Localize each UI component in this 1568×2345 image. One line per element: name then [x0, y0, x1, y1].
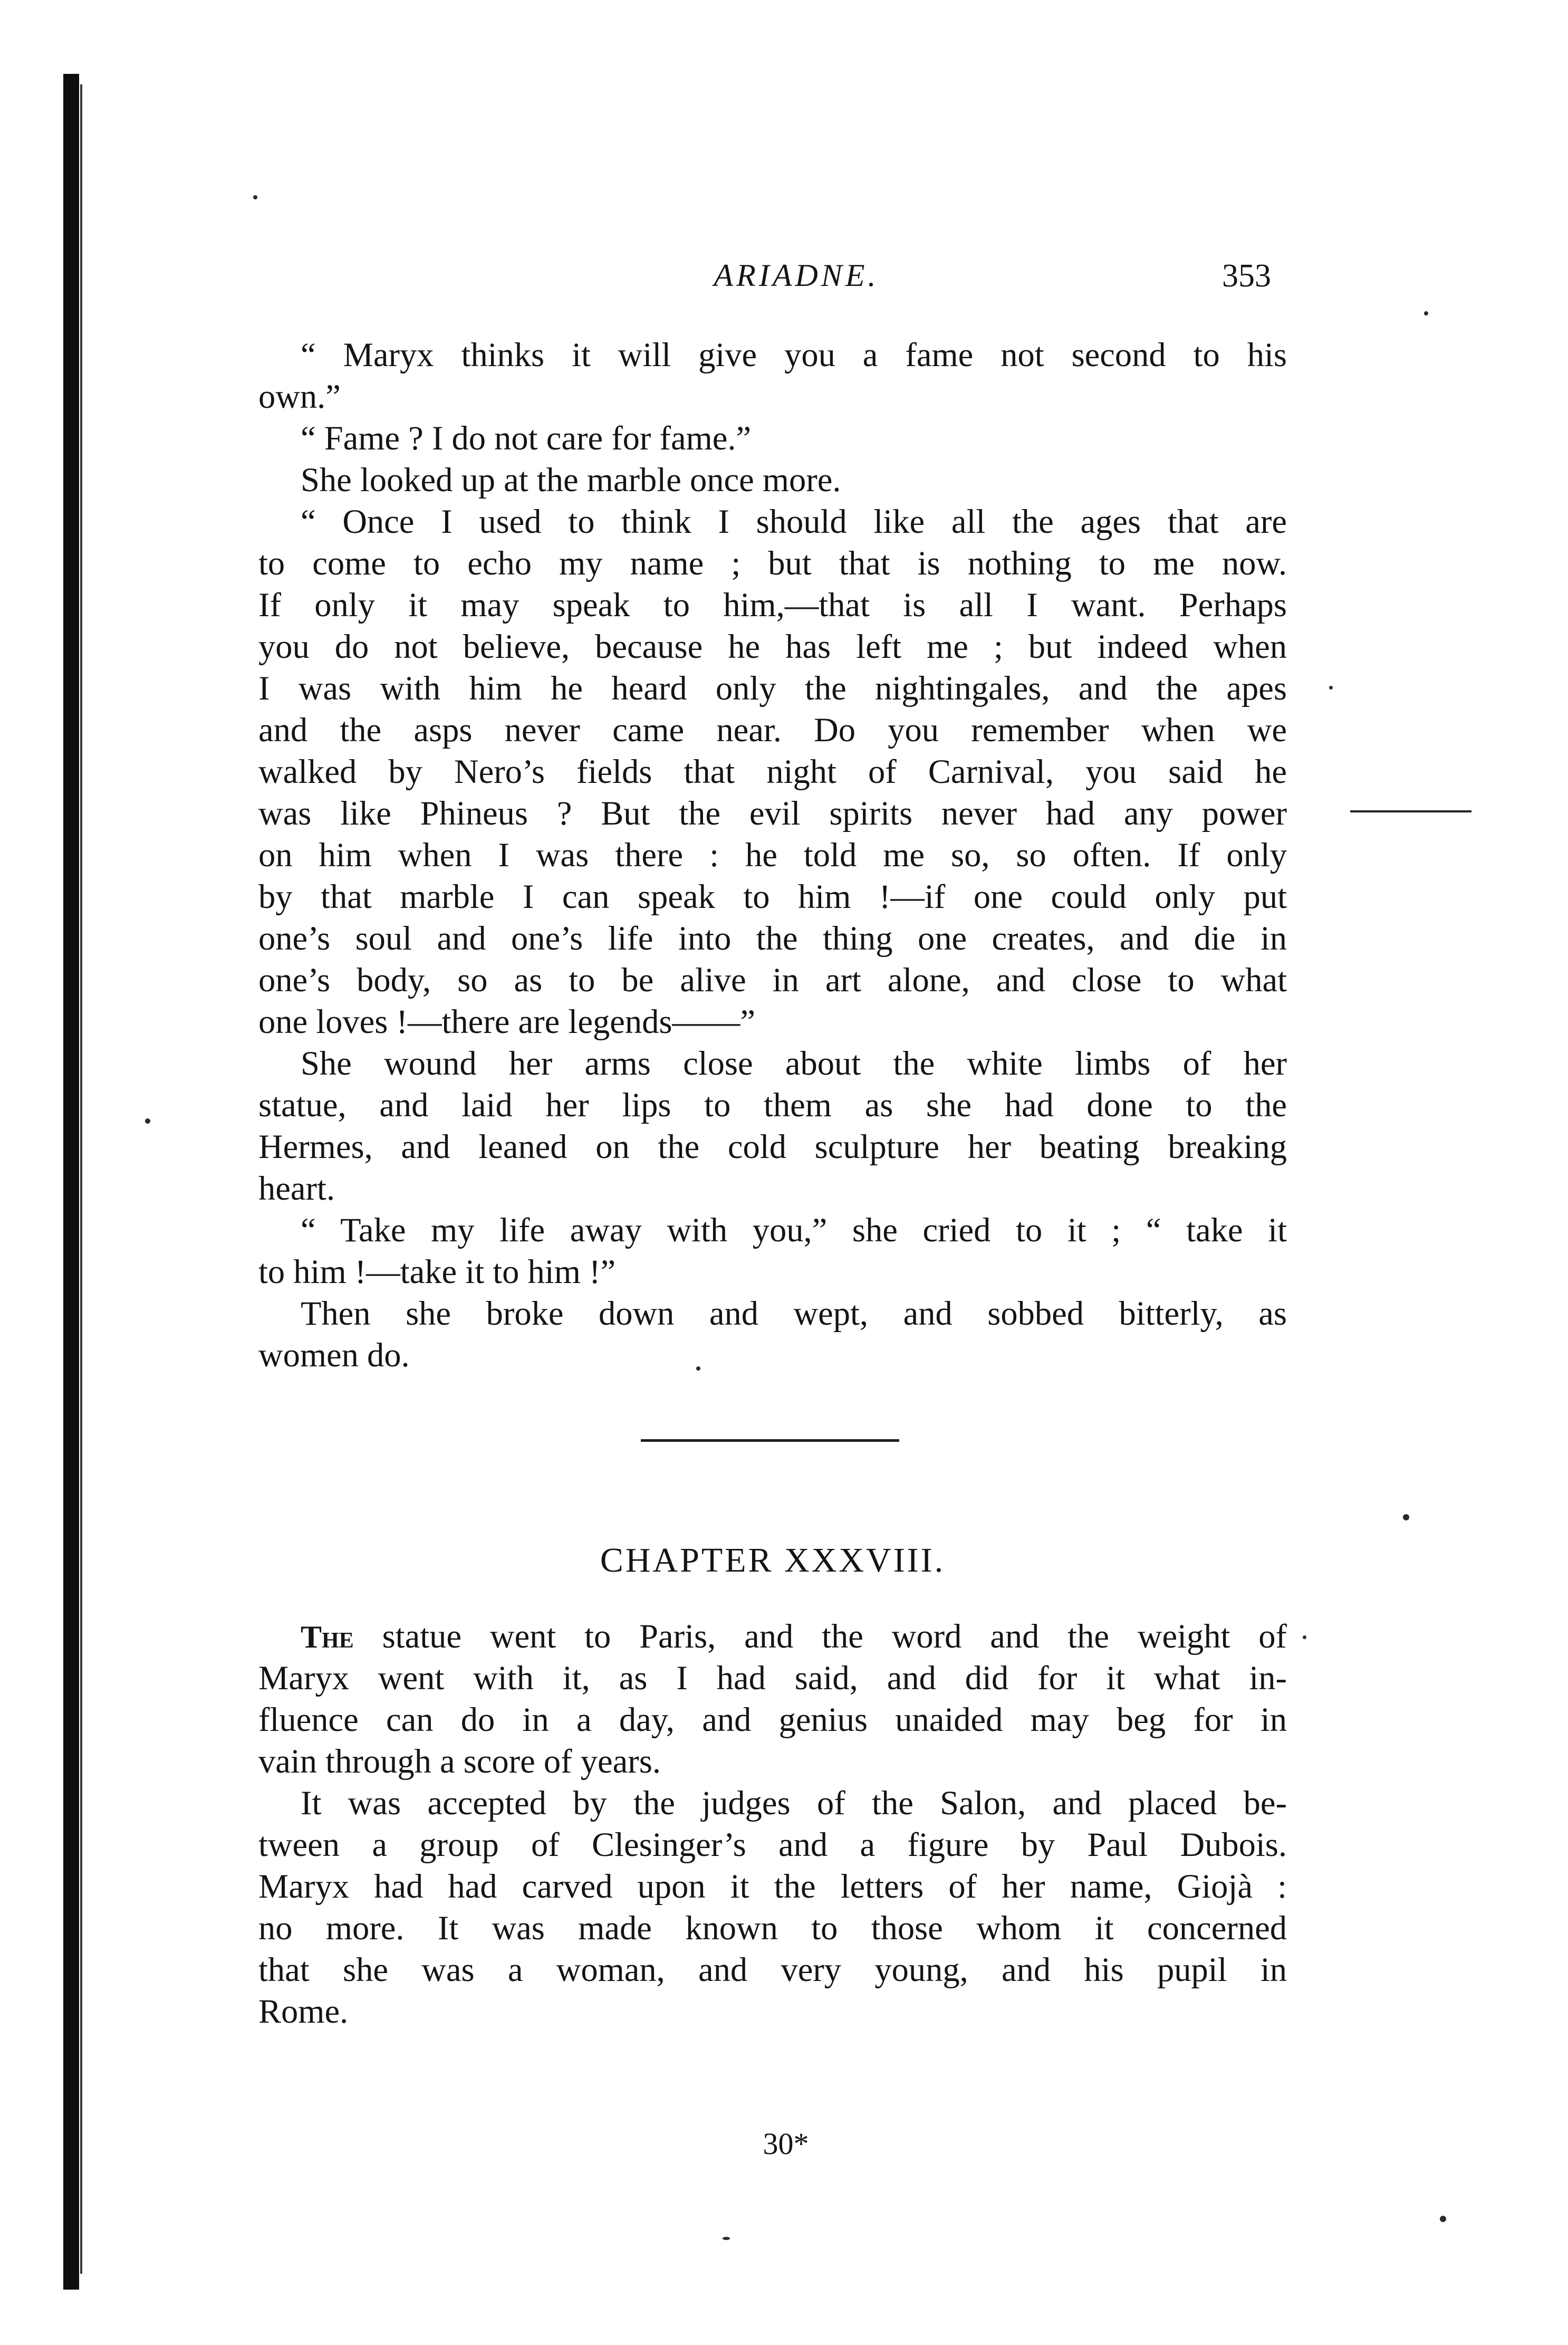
print-speck: [253, 195, 257, 199]
text-line: Then she broke down and wept, and sobbed bitterly, as: [301, 1295, 1287, 1332]
text-line: “ Take my life away with you,” she cried to it ; “ take it: [301, 1211, 1287, 1249]
passage-text: [258, 334, 1287, 1376]
text-line: “ Maryx thinks it will give you a fame not second to his: [301, 336, 1287, 374]
print-speck: [145, 1118, 150, 1124]
page-number: 353: [1222, 258, 1271, 294]
signature-mark: 30*: [763, 2127, 809, 2161]
text-line: If only it may speak to him,—that is all I want. Perhaps: [258, 586, 1287, 624]
chapter-opening: [258, 1615, 1287, 2032]
text-line: heart.: [258, 1170, 335, 1207]
text-line: I was with him he heard only the nightingales, and the apes: [258, 669, 1287, 707]
text-line: that she was a woman, and very young, and his pupil in: [258, 1951, 1287, 1988]
text-line: Maryx had had carved upon it the letters of her name, Giojà :: [258, 1868, 1287, 1905]
section-divider: [641, 1439, 899, 1442]
binding-gutter-edge: [80, 84, 82, 2274]
print-speck: [1403, 1514, 1409, 1520]
text-line: “ Fame ? I do not care for fame.”: [301, 419, 752, 457]
text-line: one loves !—there are legends——”: [258, 1003, 756, 1040]
text-line: “ Once I used to think I should like all the ages that are: [301, 503, 1287, 540]
text-line: to come to echo my name ; but that is nothing to me now.: [258, 544, 1287, 582]
binding-gutter-shadow: [63, 74, 79, 2290]
text-line: and the asps never came near. Do you remember when we: [258, 711, 1287, 749]
text-line: was like Phineus ? But the evil spirits never had any power: [258, 795, 1287, 832]
text-line: Rome.: [258, 1993, 349, 2030]
text-line: vain through a score of years.: [258, 1743, 661, 1780]
chapter-heading: CHAPTER XXXVIII.: [600, 1541, 946, 1580]
text-line: own.”: [258, 378, 341, 415]
print-speck: [1440, 2216, 1446, 2222]
text-line: one’s body, so as to be alive in art alone, and close to what: [258, 961, 1287, 999]
text-line: walked by Nero’s fields that night of Carnival, you said he: [258, 753, 1287, 790]
running-title: ARIADNE.: [714, 258, 879, 293]
text-line: Maryx went with it, as I had said, and did for it what in-: [258, 1659, 1287, 1697]
chapter-first-line: [258, 1615, 1287, 1657]
text-line: Hermes, and leaned on the cold sculpture her beating breaking: [258, 1128, 1287, 1165]
print-speck: [723, 2237, 730, 2240]
text-line: It was accepted by the judges of the Salon, and placed be-: [301, 1784, 1287, 1822]
text-line: you do not believe, because he has left me ; but indeed when: [258, 628, 1287, 665]
margin-rule-mark: [1350, 810, 1471, 812]
page-header: [258, 257, 1287, 300]
text-line: She wound her arms close about the white limbs of her: [301, 1045, 1287, 1082]
text-line: one’s soul and one’s life into the thing one creates, and die in: [258, 920, 1287, 957]
print-speck: [1424, 311, 1428, 315]
chapter-text: [258, 1657, 1287, 2032]
text-line: statue, and laid her lips to them as she had done to the: [258, 1086, 1287, 1124]
text-line: tween a group of Clesinger’s and a figure by Paul Dubois.: [258, 1826, 1287, 1863]
chapter-lead-word: The: [301, 1620, 354, 1654]
text-line: women do.: [258, 1336, 410, 1374]
text-line: by that marble I can speak to him !—if one could only put: [258, 878, 1287, 915]
text-line: She looked up at the marble once more.: [301, 461, 841, 499]
text-line: fluence can do in a day, and genius unaided may beg for in: [258, 1701, 1287, 1738]
text-line: to him !—take it to him !”: [258, 1253, 616, 1290]
print-speck: [1303, 1635, 1306, 1639]
chapter-first-line-text: statue went to Paris, and the word and the weight of: [353, 1617, 1287, 1655]
print-speck: [1329, 686, 1333, 690]
text-line: on him when I was there : he told me so, so often. If only: [258, 836, 1287, 874]
text-line: no more. It was made known to those whom it concerned: [258, 1909, 1287, 1947]
